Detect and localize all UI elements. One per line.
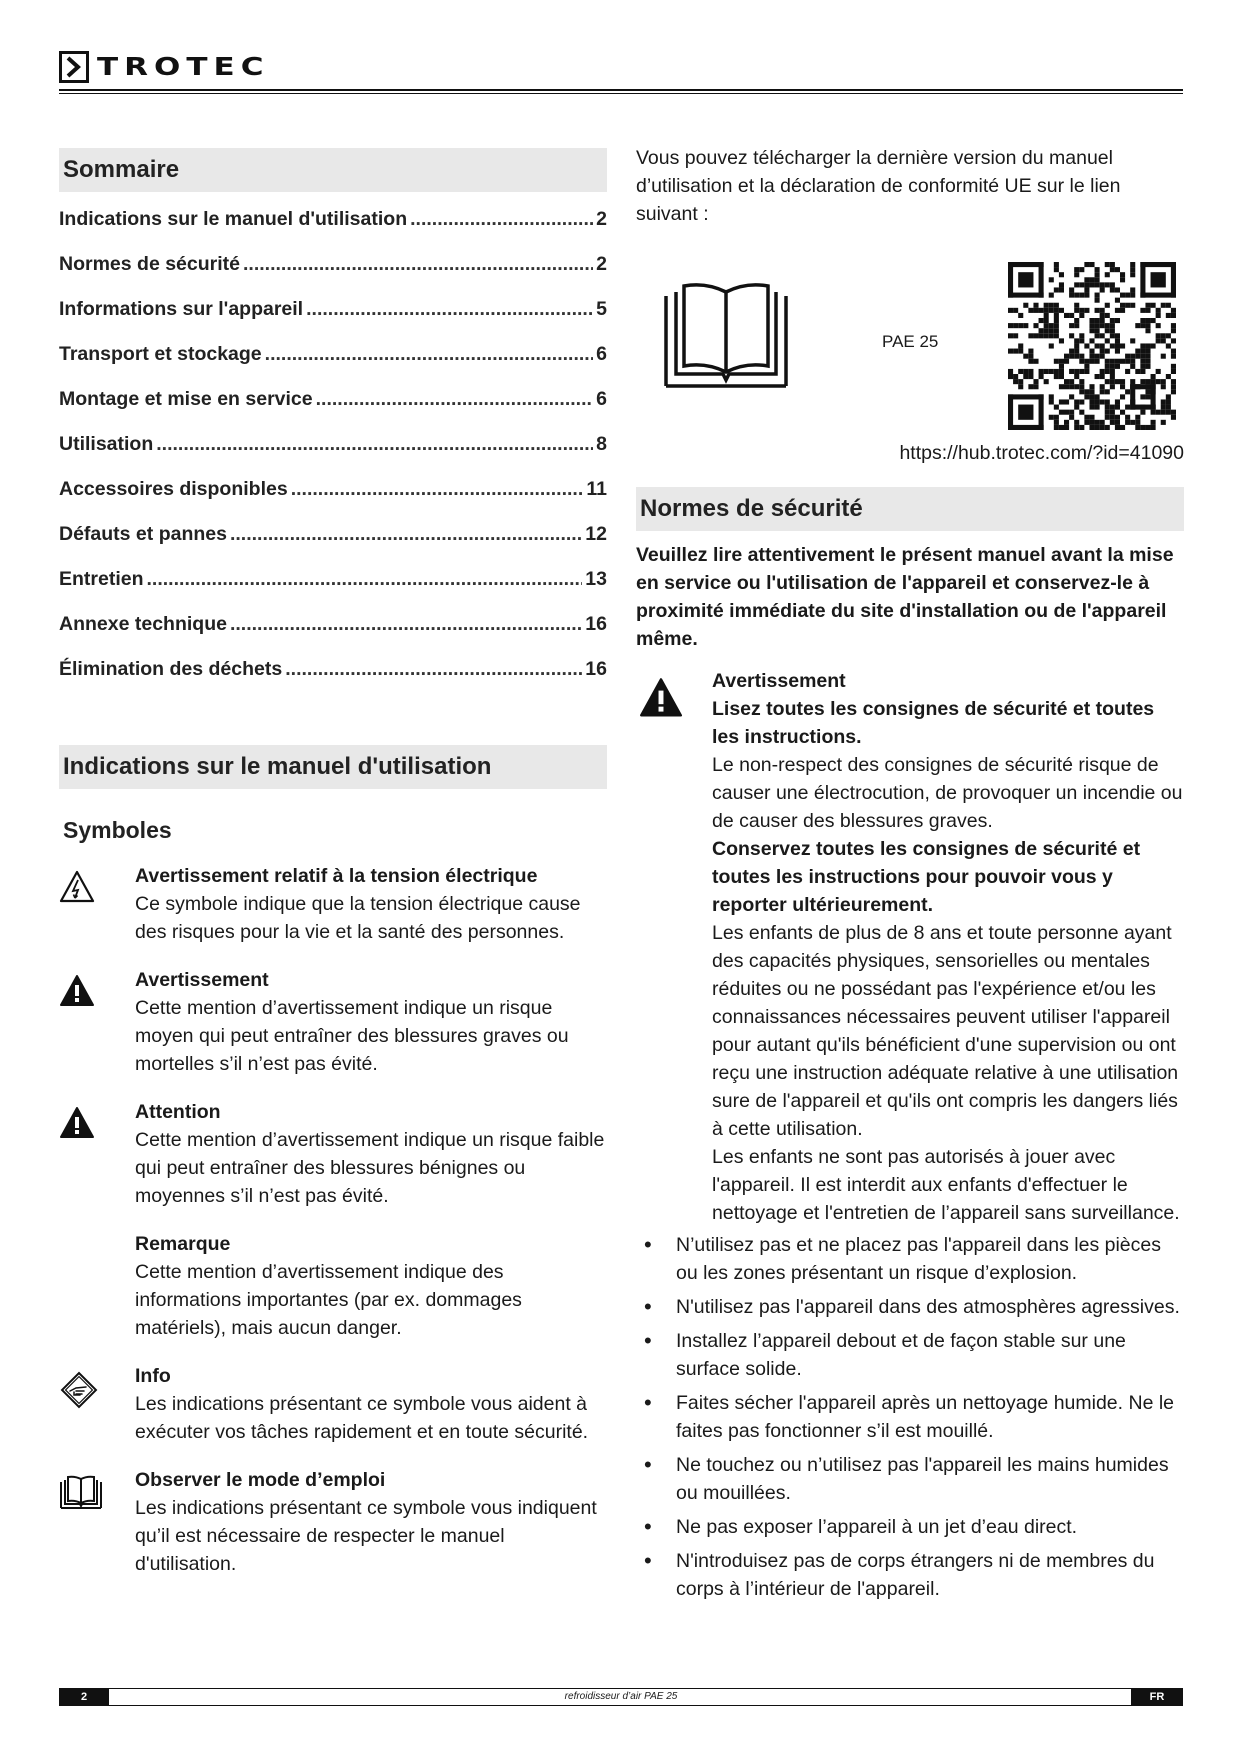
symbol-title: Observer le mode d’emploi — [135, 1469, 386, 1491]
warning-text-2: Les enfants de plus de 8 ans et toute personne ayant des capacités physiques, sensorielles ou mentales réduites ou ne possédant pas l'expérience et/ou les connaissances nécessaires peuvent utiliser l'appareil pour autant qu'ils bénéficient d'une supervision ou ont reçu une instruction adéquate relative à une utilisation sure de l'appareil et qu'ils ont compris les dangers liés à cette utilisation. — [712, 922, 1179, 1140]
toc-item[interactable]: Accessoires disponibles ..... 11 — [59, 478, 607, 523]
symbol-text: Ce symbole indique que la tension électrique cause des risques pour la vie et la santé des personnes. — [135, 893, 581, 943]
warning-icon — [59, 974, 95, 1008]
left-column — [59, 148, 607, 1578]
symbols-heading: Symboles — [63, 817, 172, 843]
toc-item[interactable]: Transport et stockage ..... 6 — [59, 343, 607, 388]
toc-item[interactable]: Annexe technique ..... 16 — [59, 613, 607, 658]
safety-bullet-list — [636, 1231, 1184, 1603]
download-link[interactable]: https://hub.trotec.com/?id=41090 — [899, 442, 1184, 464]
download-block — [636, 252, 1184, 432]
safety-warning-block — [636, 667, 1184, 1227]
symbol-title: Info — [135, 1365, 171, 1387]
symbol-entry — [59, 1230, 607, 1342]
symbol-title: Remarque — [135, 1233, 231, 1255]
trotec-chevron-icon — [59, 51, 89, 83]
table-of-contents — [59, 208, 607, 703]
symbol-text: Cette mention d’avertissement indique un risque moyen qui peut entraîner des blessures graves ou mortelles s’il n’est pas évité. — [135, 997, 569, 1075]
language-code: FR — [1131, 1688, 1183, 1706]
symbol-text: Les indications présentant ce symbole vous indiquent qu’il est nécessaire de respecter le manuel d'utilisation. — [135, 1497, 597, 1575]
symbol-title: Avertissement relatif à la tension électrique — [135, 865, 538, 887]
manual-section-title: Indications sur le manuel d'utilisation — [59, 745, 607, 789]
toc-item[interactable]: Montage et mise en service ..... 6 — [59, 388, 607, 433]
safety-intro: Veuillez lire attentivement le présent manuel avant la mise en service ou l'utilisation de l'appareil et conservez-le à proximité immédiate du site d'installation ou de l'appareil même. — [636, 544, 1174, 650]
electric-warning-icon — [59, 870, 95, 904]
page-footer — [59, 1688, 1183, 1706]
download-intro: Vous pouvez télécharger la dernière version du manuel d’utilisation et la déclaration de conformité UE sur le lien suivant : — [636, 147, 1121, 225]
model-label: PAE 25 — [882, 332, 939, 351]
symbol-text: Cette mention d’avertissement indique un risque faible qui peut entraîner des blessures bénignes ou moyennes s’il n’est pas évité. — [135, 1129, 605, 1207]
symbol-entry — [59, 1466, 607, 1578]
warning-bold-2: Conservez toutes les consignes de sécurité et toutes les instructions pour pouvoir vous y reporter ultérieurement. — [712, 838, 1141, 916]
toc-item[interactable]: Informations sur l'appareil ..... 5 — [59, 298, 607, 343]
header-rule-thin — [59, 93, 1183, 94]
warning-bold-1: Lisez toutes les consignes de sécurité et toutes les instructions. — [712, 698, 1155, 748]
list-item: • N'utilisez pas l'appareil dans des atmosphères agressives. — [636, 1293, 1184, 1321]
qr-code[interactable] — [1008, 262, 1176, 430]
safety-section-title: Normes de sécurité — [636, 487, 1184, 531]
toc-item[interactable]: Normes de sécurité ..... 2 — [59, 253, 607, 298]
right-column — [636, 148, 1184, 1609]
toc-item[interactable]: Utilisation ..... 8 — [59, 433, 607, 478]
warning-text-1: Le non-respect des consignes de sécurité risque de causer une électrocution, de provoquer un incendie ou de causer des blessures graves. — [712, 754, 1183, 832]
symbol-entry — [59, 966, 607, 1078]
manual-book-icon — [662, 282, 790, 390]
warning-title: Avertissement — [712, 670, 846, 692]
symbol-entry — [59, 1098, 607, 1210]
toc-item[interactable]: Entretien ..... 13 — [59, 568, 607, 613]
warning-icon — [59, 1106, 95, 1140]
toc-item[interactable]: Défauts et pannes ..... 12 — [59, 523, 607, 568]
toc-title: Sommaire — [59, 148, 607, 192]
symbol-text: Les indications présentant ce symbole vous aident à exécuter vos tâches rapidement et en toute sécurité. — [135, 1393, 589, 1443]
manual-book-icon — [59, 1474, 103, 1510]
warning-icon — [636, 677, 686, 719]
symbol-entry — [59, 1362, 607, 1446]
header-rule — [59, 89, 1183, 91]
list-item: • Faites sécher l'appareil après un nettoyage humide. Ne le faites pas fonctionner s’il est mouillé. — [636, 1389, 1184, 1445]
warning-text-3: Les enfants ne sont pas autorisés à jouer avec l'appareil. Il est interdit aux enfants d'effectuer le nettoyage et l'entretien de l’appareil sans surveillance. — [712, 1146, 1180, 1224]
list-item: • Installez l’appareil debout et de façon stable sur une surface solide. — [636, 1327, 1184, 1383]
list-item: • Ne touchez ou n’utilisez pas l'appareil les mains humides ou mouillées. — [636, 1451, 1184, 1507]
symbol-title: Attention — [135, 1101, 221, 1123]
brand-name: TROTEC — [97, 52, 270, 82]
symbol-title: Avertissement — [135, 969, 269, 991]
toc-item[interactable]: Indications sur le manuel d'utilisation ..... 2 — [59, 208, 607, 253]
list-item: • N’utilisez pas et ne placez pas l'appareil dans les pièces ou les zones présentant un risque d’explosion. — [636, 1231, 1184, 1287]
footer-document-title: refroidisseur d’air PAE 25 — [564, 1691, 678, 1702]
page-number: 2 — [59, 1688, 109, 1706]
info-hand-icon — [59, 1370, 99, 1410]
symbol-text: Cette mention d’avertissement indique des informations importantes (par ex. dommages matériels), mais aucun danger. — [135, 1261, 522, 1339]
list-item: • N'introduisez pas de corps étrangers ni de membres du corps à l’intérieur de l'appareil. — [636, 1547, 1184, 1603]
symbol-entry — [59, 862, 607, 946]
trotec-logo — [59, 50, 269, 84]
toc-item[interactable]: Élimination des déchets ..... 16 — [59, 658, 607, 703]
list-item: • Ne pas exposer l’appareil à un jet d’eau direct. — [636, 1513, 1184, 1541]
